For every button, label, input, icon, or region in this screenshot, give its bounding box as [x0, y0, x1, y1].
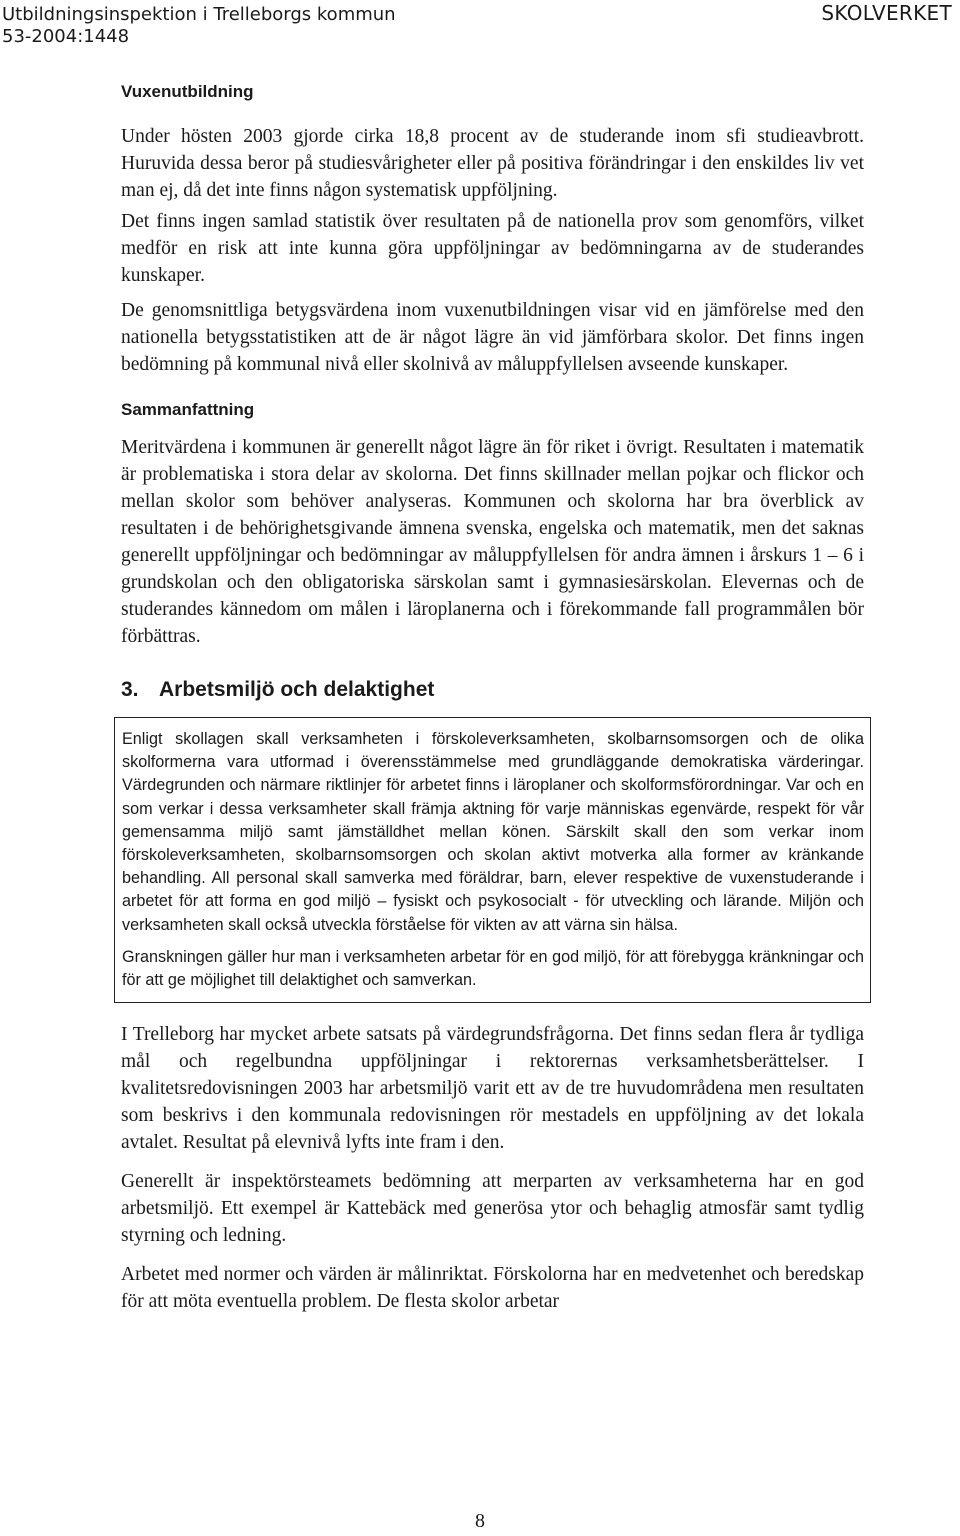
page-content — [121, 78, 864, 1315]
heading-vuxenutbildning: Vuxenutbildning — [121, 82, 254, 101]
body-paragraph-2: Generellt är inspektörsteamets bedömning att merparten av verksamheterna har en god arbetsmiljö. Ett exempel är Kattebäck med generösa ytor och behaglig atmosfär samt tydlig styrning och ledning. — [121, 1171, 864, 1247]
box-paragraph-2: Granskningen gäller hur man i verksamheten arbetar för en god miljö, för att förebygga kränkningar och för att ge möjlighet till delaktighet och samverkan. — [122, 947, 864, 990]
body-paragraph-3: Arbetet med normer och värden är målinriktat. Förskolorna har en medvetenhet och beredskap för att möta eventuella problem. De flesta skolor arbetar — [121, 1264, 864, 1313]
legal-framework-box — [114, 717, 871, 1003]
header-title: Utbildningsinspektion i Trelleborgs kommun — [2, 4, 396, 25]
header-document-number: 53-2004:1448 — [2, 26, 130, 47]
vux-paragraph-1: Under hösten 2003 gjorde cirka 18,8 procent av de studerande inom sfi studieavbrott. Huruvida dessa beror på studiesvårigheter eller på positiva förändringar i den enskildes liv vet man ej, då det inte finns någon systematisk uppföljning. — [121, 126, 864, 201]
heading-sammanfattning: Sammanfattning — [121, 400, 255, 419]
box-paragraph-1: Enligt skollagen skall verksamheten i förskoleverksamheten, skolbarnsomsorgen och de olika skolformerna vara utformad i överensstämmelse med grundläggande demokratiska värderingar. Värdegrunden och närmare riktlinjer för arbetet finns i läroplaner och skolformsförordningar. Var och en som verkar i dessa verksamheter skall främja aktning för varje människas egenvärde, respekt för vår gemensamma miljö samt jämställdhet mellan könen. Särskilt skall den som verkar inom förskoleverksamheten, skolbarnsomsorgen och skolan aktivt motverka alla former av kränkande behandling. All personal skall samverka med föräldrar, barn, elever respektive de vuxenstuderande i arbetet för att forma en god miljö – fysiskt och psykosocialt - för utveckling och lärande. Miljön och verksamheten skall också utveckla förståelse för vikten av att värna sin hälsa. — [122, 730, 864, 934]
summary-paragraph: Meritvärdena i kommunen är generellt något lägre än för riket i övrigt. Resultaten i matematik är problematiska i stora delar av skolorna. Det finns skillnader mellan pojkar och flickor och mellan skolor som behöver analyseras. Kommunen och skolorna har bra överblick av resultaten i de behörighetsgivande ämnena svenska, engelska och matematik, men det saknas generellt uppföljningar och bedömningar av måluppfyllelsen för andra ämnen i årskurs 1 – 6 i grundskolan och den obligatoriska särskolan samt i gymnasiesärskolan. Elevernas och de studerandes kännedom om målen i läroplanerna och i förekommande fall programmålen bör förbättras. — [121, 437, 864, 647]
body-paragraph-1: I Trelleborg har mycket arbete satsats på värdegrundsfrågorna. Det finns sedan flera år tydliga mål och regelbundna uppföljningar i rektorernas verksamhetsberättelser. I kvalitetsredovisningen 2003 har arbetsmiljö varit ett av de tre huvudområdena men resultaten som beskrivs i den kommunala redovisningen rör mestadels en uppföljning av det lokala avtalet. Resultat på elevnivå lyfts inte fram i den. — [121, 1024, 864, 1154]
chapter-title: Arbetsmiljö och delaktighet — [159, 678, 435, 701]
vux-paragraph-3: De genomsnittliga betygsvärdena inom vuxenutbildningen visar vid en jämförelse med den nationella betygsstatistiken att de är något lägre än vid jämförbara skolor. Det finns ingen bedömning på kommunal nivå eller skolnivå av måluppfyllelsen avseende kunskaper. — [121, 300, 864, 375]
vux-paragraph-2: Det finns ingen samlad statistik över resultaten på de nationella prov som genomförs, vilket medför en risk att inte kunna göra uppföljningar av bedömningarna av de studerandes kunskaper. — [121, 211, 864, 286]
header-publisher-logo: SKOLVERKET — [821, 1, 952, 25]
page-number: 8 — [475, 1510, 485, 1532]
chapter-number: 3. — [121, 678, 139, 701]
running-header-left — [2, 4, 396, 48]
chapter-heading — [121, 678, 864, 702]
